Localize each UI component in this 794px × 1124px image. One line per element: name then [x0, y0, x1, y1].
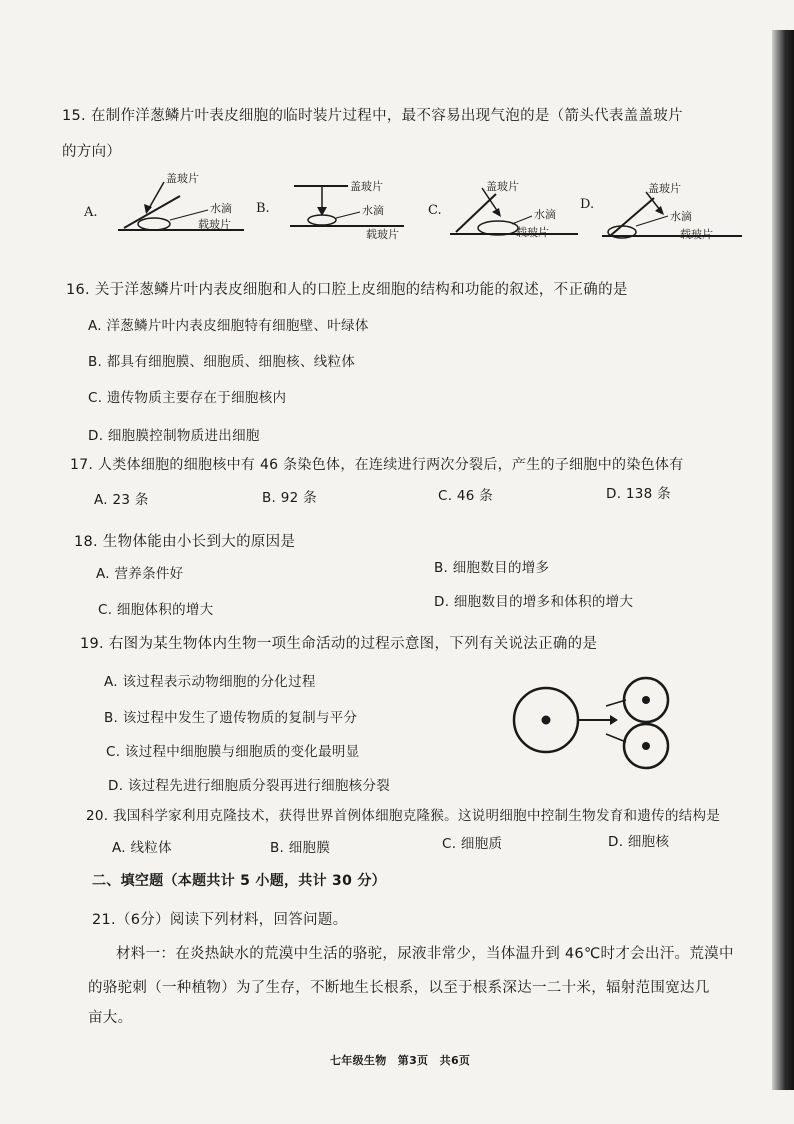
label-cover: 盖玻片 — [648, 182, 681, 195]
q15-fig-a-letter: A. — [84, 205, 98, 220]
q21-material1-line1: 材料一：在炎热缺水的荒漠中生活的骆驼，尿液非常少，当体温升到 46℃时才会出汗。荒漠中 — [116, 946, 734, 962]
cover-slip-line — [610, 198, 654, 236]
daughter-nucleus-bottom — [642, 742, 650, 750]
q19-stem: 19. 右图为某生物体内生物一项生命活动的过程示意图，下列有关说法正确的是 — [80, 636, 598, 652]
page-footer: 七年级生物 第3页 共6页 — [330, 1054, 471, 1067]
q19-option-d: D. 该过程先进行细胞质分裂再进行细胞核分裂 — [108, 778, 391, 794]
q21-stem: 21.（6分）阅读下列材料，回答问题。 — [92, 912, 348, 928]
label-slide: 载玻片 — [680, 228, 713, 241]
q17-stem: 17. 人类体细胞的细胞核中有 46 条染色体，在连续进行两次分裂后，产生的子细胞中的染色体有 — [70, 457, 684, 473]
q19-option-c: C. 该过程中细胞膜与细胞质的变化最明显 — [106, 744, 360, 760]
label-cover: 盖玻片 — [350, 180, 383, 193]
section-fill-in-title: 二、填空题（本题共计 5 小题，共计 30 分） — [92, 873, 386, 889]
q18-option-c: C. 细胞体积的增大 — [98, 602, 214, 618]
cell-division-diagram — [506, 680, 682, 788]
q20-option-a: A. 线粒体 — [112, 840, 172, 856]
q17-option-b: B. 92 条 — [262, 490, 317, 506]
q17-option-a: A. 23 条 — [94, 492, 149, 508]
label-slide: 载玻片 — [366, 228, 399, 241]
q16-stem: 16. 关于洋葱鳞片叶内表皮细胞和人的口腔上皮细胞的结构和功能的叙述，不正确的是 — [66, 282, 628, 298]
label-slide: 载玻片 — [198, 218, 231, 231]
q15-fig-d-letter: D. — [580, 197, 595, 212]
q15-fig-c-letter: C. — [428, 203, 442, 218]
q21-material1-line3: 亩大。 — [88, 1010, 133, 1026]
parent-nucleus — [542, 716, 551, 725]
q17-option-d: D. 138 条 — [606, 486, 671, 502]
q18-option-d: D. 细胞数目的增多和体积的增大 — [434, 594, 634, 610]
q15-fig-b-letter: B. — [256, 201, 270, 216]
q19-option-a: A. 该过程表示动物细胞的分化过程 — [104, 674, 316, 690]
q18-option-b: B. 细胞数目的增多 — [434, 560, 550, 576]
q17-option-c: C. 46 条 — [438, 488, 494, 504]
q15-figure-a — [84, 168, 254, 238]
q20-option-c: C. 细胞质 — [442, 836, 503, 852]
q15-figure-c — [428, 178, 588, 244]
scan-edge-shadow — [772, 30, 794, 1090]
q16-option-b: B. 都具有细胞膜、细胞质、细胞核、线粒体 — [88, 354, 356, 370]
cover-slip-line — [124, 196, 180, 228]
water-drop — [138, 218, 170, 230]
label-cover: 盖玻片 — [166, 172, 199, 185]
q15-stem-line1: 15. 在制作洋葱鳞片叶表皮细胞的临时装片过程中，最不容易出现气泡的是（箭头代表盖盖玻片 — [62, 108, 683, 124]
label-cover: 盖玻片 — [486, 180, 519, 193]
label-slide: 载玻片 — [516, 226, 549, 239]
q15-figure-d — [580, 180, 760, 246]
q15-figure-b — [256, 176, 416, 242]
q19-option-b: B. 该过程中发生了遗传物质的复制与平分 — [104, 710, 358, 726]
q18-option-a: A. 营养条件好 — [96, 566, 184, 582]
q21-material1-line2: 的骆驼刺（一种植物）为了生存，不断地生长根系，以至于根系深达一二十米，辐射范围宽达几 — [88, 980, 710, 996]
water-drop — [308, 215, 336, 225]
q20-option-b: B. 细胞膜 — [270, 840, 331, 856]
daughter-nucleus-top — [642, 696, 650, 704]
q15-stem-line2: 的方向） — [62, 144, 122, 160]
arrow-head — [610, 715, 618, 725]
q16-option-c: C. 遗传物质主要存在于细胞核内 — [88, 390, 287, 406]
q16-option-a: A. 洋葱鳞片叶内表皮细胞特有细胞壁、叶绿体 — [88, 318, 369, 334]
q16-option-d: D. 细胞膜控制物质进出细胞 — [88, 428, 260, 444]
water-drop — [478, 221, 518, 235]
q18-stem: 18. 生物体能由小长到大的原因是 — [74, 534, 296, 550]
arrow-head — [655, 206, 664, 215]
q20-stem: 20. 我国科学家利用克隆技术，获得世界首例体细胞克隆猴。这说明细胞中控制生物发育和遗传的结构是 — [86, 808, 721, 824]
label-drop: 水滴 — [534, 208, 556, 221]
label-drop: 水滴 — [670, 210, 692, 223]
label-drop: 水滴 — [362, 204, 384, 217]
label-drop: 水滴 — [210, 202, 232, 215]
q20-option-d: D. 细胞核 — [608, 834, 670, 850]
